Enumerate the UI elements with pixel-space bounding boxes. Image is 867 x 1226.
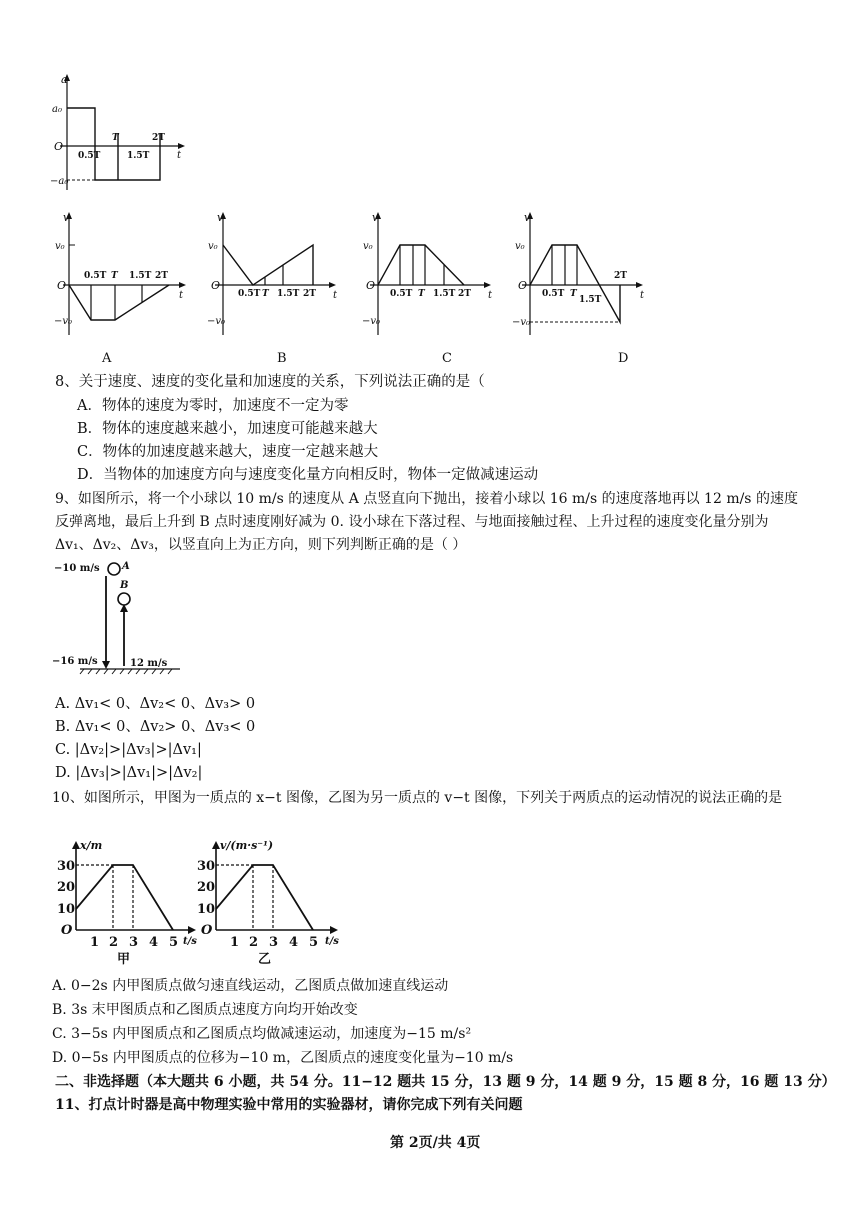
q10-yi-origin: O <box>201 923 213 938</box>
a-t-graph <box>50 72 200 197</box>
q10-yi-tick-3: 3 <box>269 935 279 950</box>
graph-d-y-label: v <box>524 211 531 224</box>
q8-option-a: A．物体的速度为零时，加速度不一定为零 <box>77 398 349 414</box>
a-t-tick-T: T <box>112 133 119 143</box>
graph-d-tick-0.5T: 0.5T <box>542 289 565 299</box>
q10-option-b: B. 3s 末甲图质点和乙图质点速度方向均开始改变 <box>52 1002 358 1018</box>
q10-yi-tick-20: 20 <box>197 880 216 895</box>
graph-a-tick-2T: 2T <box>155 271 168 281</box>
graph-b-tick-T: T <box>262 289 269 299</box>
q10-jia-tick-20: 20 <box>57 880 76 895</box>
a-t-tick-1.5T: 1.5T <box>127 151 150 161</box>
graph-b-letter: B <box>277 351 287 366</box>
q10-jia-y-label: x/m <box>80 839 103 852</box>
q10-yi-x-label: t/s <box>325 936 339 947</box>
graph-c-tick-neg-v0: −v₀ <box>362 316 381 327</box>
graph-c-tick-T: T <box>418 289 425 299</box>
q9-stem-line2: 反弹离地，最后上升到 B 点时速度刚好减为 0. 设小球在下落过程、与地面接触过程、上升过程的速度变化量分别为 <box>55 514 769 530</box>
q10-yi-y-label: v/(m·s⁻¹) <box>220 839 274 852</box>
option-graph-a <box>55 210 195 370</box>
graph-a-tick-neg-v0: −v₀ <box>55 316 73 327</box>
graph-d-tick-v0: v₀ <box>515 241 525 252</box>
q10-jia-tick-3: 3 <box>129 935 139 950</box>
q10-jia-tick-4: 4 <box>149 935 159 950</box>
section-2-heading: 二、非选择题（本大题共 6 小题，共 54 分。11−12 题共 15 分，13 题 9 分，14 题 9 分，15 题 8 分，16 题 13 分） <box>55 1074 836 1090</box>
graph-c-tick-0.5T: 0.5T <box>390 289 413 299</box>
q10-yi-tick-5: 5 <box>309 935 319 950</box>
q9-label-bottom-left: −16 m/s <box>52 656 98 667</box>
q9-ball-figure <box>50 558 190 676</box>
graph-b-y-label: v <box>217 211 224 224</box>
graph-a-y-label: v <box>63 211 70 224</box>
q9-option-a: A. Δv₁< 0、Δv₂< 0、Δv₃> 0 <box>55 696 256 712</box>
q10-option-c: C. 3−5s 内甲图质点和乙图质点均做减速运动，加速度为−15 m/s² <box>52 1026 472 1042</box>
graph-b-origin: O <box>211 279 221 292</box>
graph-b-x-label: t <box>333 290 338 301</box>
graph-a-letter: A <box>102 351 112 366</box>
q9-option-b: B. Δv₁< 0、Δv₂> 0、Δv₃< 0 <box>55 719 256 735</box>
q8-option-c: C．物体的加速度越来越大，速度一定越来越大 <box>77 444 379 460</box>
q10-option-d: D. 0−5s 内甲图质点的位移为−10 m，乙图质点的速度变化量为−10 m/s <box>52 1050 514 1066</box>
q9-option-d: D. |Δv₃|>|Δv₁|>|Δv₂| <box>55 765 203 781</box>
graph-d-tick-2T: 2T <box>614 271 627 281</box>
graph-b-tick-0.5T: 0.5T <box>238 289 261 299</box>
q10-jia-tick-10: 10 <box>57 902 76 917</box>
graph-c-tick-2T: 2T <box>458 289 471 299</box>
q10-jia-x-label: t/s <box>183 936 197 947</box>
graph-c-y-label: v <box>372 211 379 224</box>
q10-jia-tick-1: 1 <box>90 935 100 950</box>
graph-b-tick-neg-v0: −v₀ <box>207 316 226 327</box>
q10-yi-tick-30: 30 <box>197 859 216 874</box>
q9-label-point-a: A <box>122 561 130 572</box>
graph-a-tick-1.5T: 1.5T <box>129 271 152 281</box>
q10-yi-tick-4: 4 <box>289 935 299 950</box>
q8-stem: 8、关于速度、速度的变化量和加速度的关系，下列说法正确的是（ <box>55 374 485 390</box>
a-t-y-axis-label: a <box>61 73 68 86</box>
q10-yi-tick-1: 1 <box>230 935 240 950</box>
graph-b-tick-v0: v₀ <box>208 241 218 252</box>
q9-stem-line3: Δv₁、Δv₂、Δv₃，以竖直向上为正方向，则下列判断正确的是（ ） <box>55 537 467 553</box>
q10-jia-graph <box>52 838 207 968</box>
q9-option-c: C. |Δv₂|>|Δv₃|>|Δv₁| <box>55 742 202 758</box>
a-t-tick-neg-a0: −a₀ <box>50 176 69 187</box>
q10-stem: 10、如图所示，甲图为一质点的 x−t 图像，乙图为另一质点的 v−t 图像，下列关于两质点的运动情况的说法正确的是 <box>52 790 783 806</box>
q9-stem-line1: 9、如图所示，将一个小球以 10 m/s 的速度从 A 点竖直向下抛出，接着小球以 16 m/s 的速度落地再以 12 m/s 的速度 <box>55 491 798 507</box>
q8-option-b: B．物体的速度越来越小，加速度可能越来越大 <box>77 421 378 437</box>
q9-label-top-speed: −10 m/s <box>54 563 100 574</box>
graph-c-x-label: t <box>488 290 493 301</box>
option-graph-d <box>512 210 657 370</box>
q10-jia-tick-2: 2 <box>109 935 119 950</box>
graph-a-tick-0.5T: 0.5T <box>84 271 107 281</box>
q8-option-d: D．当物体的加速度方向与速度变化量方向相反时，物体一定做减速运动 <box>77 467 539 483</box>
graph-b-tick-1.5T: 1.5T <box>277 289 300 299</box>
a-t-tick-a0: a₀ <box>52 104 62 115</box>
graph-c-tick-1.5T: 1.5T <box>433 289 456 299</box>
q10-yi-graph <box>192 838 357 968</box>
a-t-tick-0.5T: 0.5T <box>78 151 101 161</box>
graph-d-origin: O <box>518 279 528 292</box>
graph-c-origin: O <box>366 279 376 292</box>
graph-d-letter: D <box>618 351 629 366</box>
q10-option-a: A. 0−2s 内甲图质点做匀速直线运动，乙图质点做加速直线运动 <box>52 978 449 994</box>
a-t-x-axis-label: t <box>177 150 182 161</box>
graph-a-tick-T: T <box>111 271 118 281</box>
graph-d-tick-neg-v0: −v₀ <box>512 317 531 328</box>
graph-c-tick-v0: v₀ <box>363 241 373 252</box>
graph-b-tick-2T: 2T <box>303 289 316 299</box>
q10-jia-caption: 甲 <box>117 952 131 967</box>
graph-a-x-label: t <box>179 290 184 301</box>
option-graph-b <box>205 210 350 370</box>
a-t-tick-2T: 2T <box>152 133 165 143</box>
page-footer: 第 2页/共 4页 <box>390 1135 481 1151</box>
option-graph-c <box>360 210 505 370</box>
q10-yi-tick-10: 10 <box>197 902 216 917</box>
q9-label-point-b: B <box>120 580 129 591</box>
q10-jia-origin: O <box>61 923 73 938</box>
graph-d-tick-T: T <box>570 289 577 299</box>
graph-d-x-label: t <box>640 290 645 301</box>
graph-a-tick-v0: v₀ <box>55 241 65 252</box>
q10-yi-caption: 乙 <box>258 952 272 967</box>
q10-jia-tick-30: 30 <box>57 859 76 874</box>
q10-jia-tick-5: 5 <box>169 935 179 950</box>
graph-a-origin: O <box>57 279 67 292</box>
q11-stem: 11、打点计时器是高中物理实验中常用的实验器材，请你完成下列有关问题 <box>55 1097 523 1113</box>
q9-label-bottom-right: 12 m/s <box>130 658 168 669</box>
q10-yi-tick-2: 2 <box>249 935 259 950</box>
graph-c-letter: C <box>442 351 452 366</box>
graph-d-tick-1.5T: 1.5T <box>579 295 602 305</box>
a-t-origin: O <box>54 140 64 153</box>
